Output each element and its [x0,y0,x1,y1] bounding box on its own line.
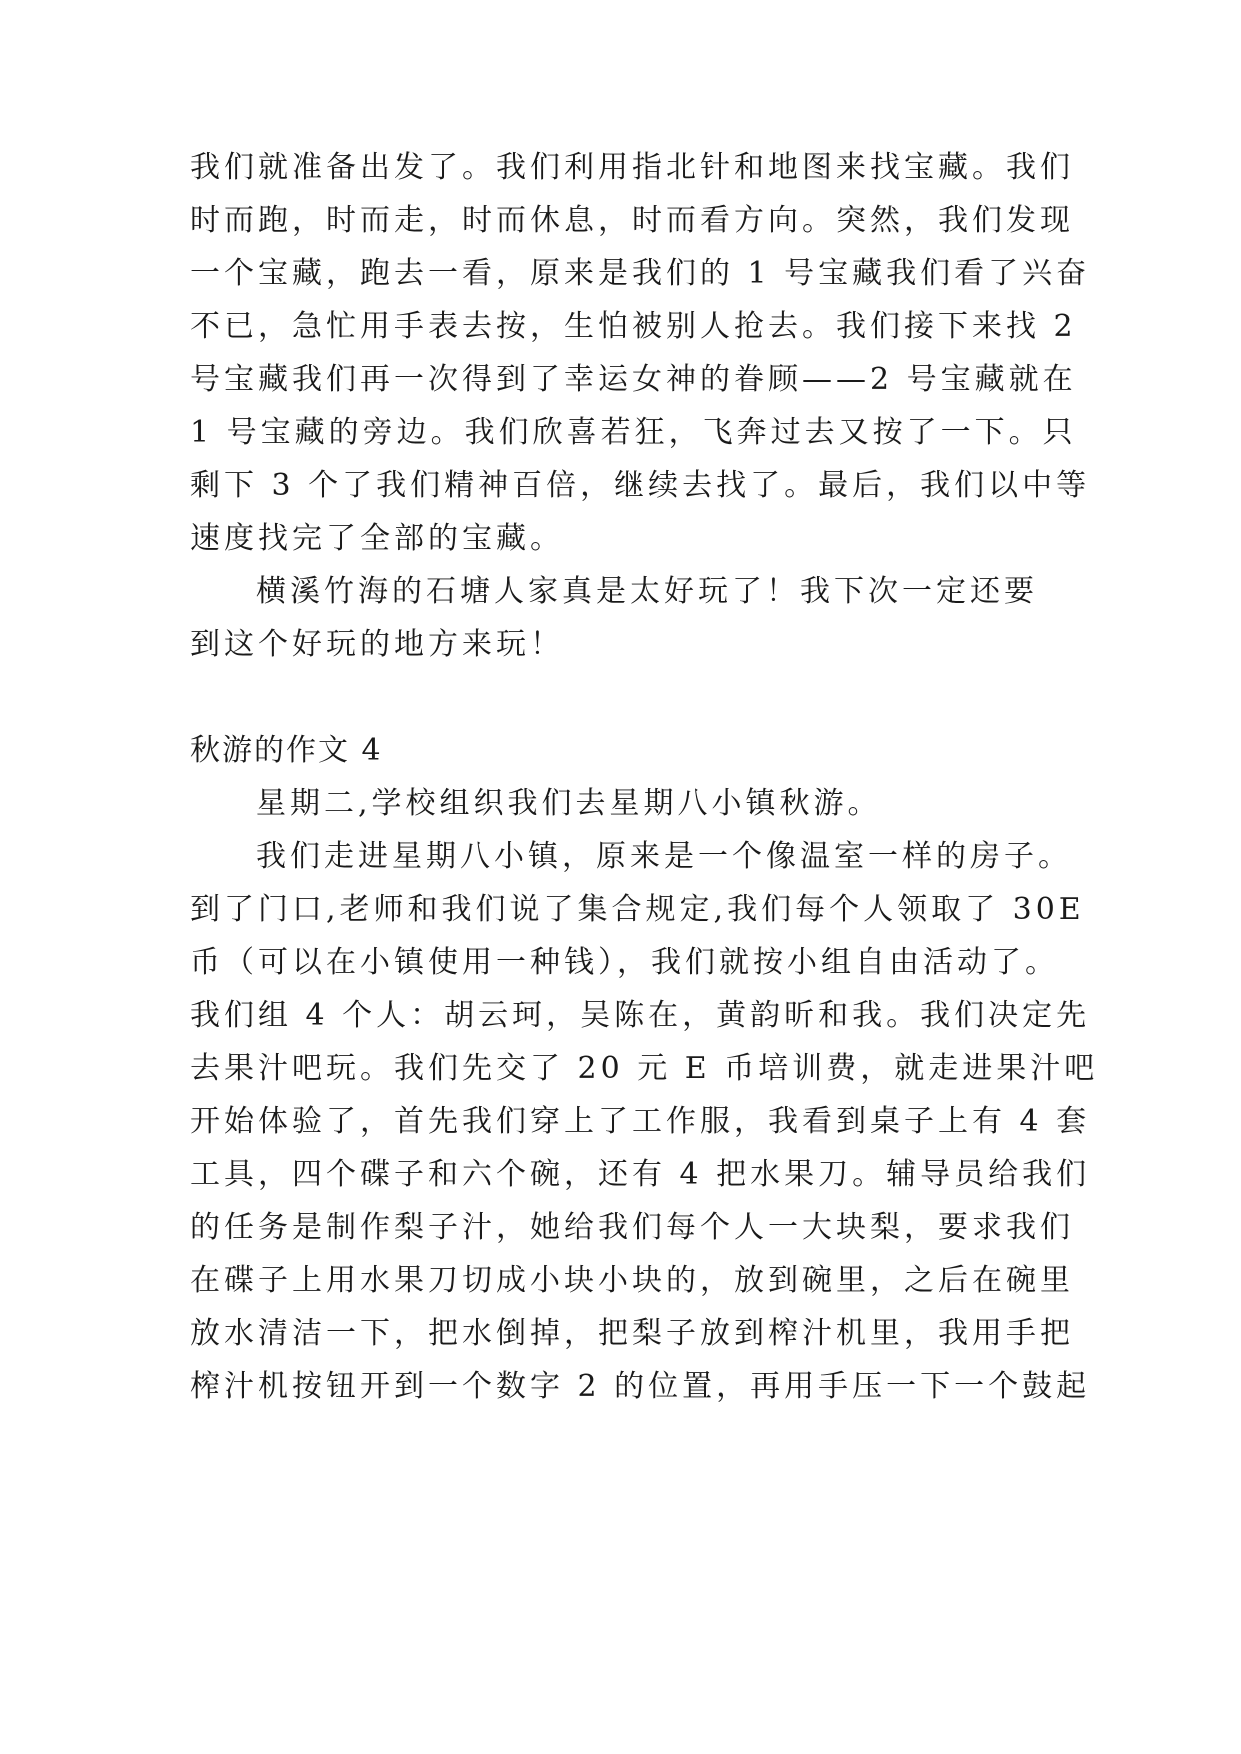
text-line: 的任务是制作梨子汁，她给我们每个人一大块梨，要求我们 [190,1210,1074,1245]
intro-line: 星期二,学校组织我们去星期八小镇秋游。 [256,786,882,821]
text-line: 榨汁机按钮开到一个数字 2 的位置，再用手压一下一个鼓起 [190,1369,1091,1404]
text-line: 开始体验了，首先我们穿上了工作服，我看到桌子上有 4 套 [190,1104,1091,1139]
text-line: 一个宝藏，跑去一看，原来是我们的 1 号宝藏我们看了兴奋 [190,256,1091,291]
text-line: 剩下 3 个了我们精神百倍，继续去找了。最后，我们以中等 [190,468,1091,503]
section-title: 秋游的作文 4 [190,733,383,768]
text-line: 到这个好玩的地方来玩！ [190,627,564,662]
text-line: 工具，四个碟子和六个碗，还有 4 把水果刀。辅导员给我们 [190,1157,1091,1192]
text-line: 我们就准备出发了。我们利用指北针和地图来找宝藏。我们 [190,150,1074,185]
text-line: 到了门口,老师和我们说了集合规定,我们每个人领取了 30E [190,892,1085,927]
text-line: 不已，急忙用手表去按，生怕被别人抢去。我们接下来找 2 [190,309,1077,344]
text-line: 横溪竹海的石塘人家真是太好玩了！我下次一定还要 [256,574,1038,609]
text-line: 去果汁吧玩。我们先交了 20 元 E 币培训费，就走进果汁吧 [190,1051,1099,1086]
text-line: 我们走进星期八小镇，原来是一个像温室一样的房子。 [256,839,1072,874]
text-line: 号宝藏我们再一次得到了幸运女神的眷顾——2 号宝藏就在 [190,362,1077,397]
text-line: 放水清洁一下，把水倒掉，把梨子放到榨汁机里，我用手把 [190,1316,1074,1351]
text-line: 1 号宝藏的旁边。我们欣喜若狂，飞奔过去又按了一下。只 [190,415,1077,450]
text-line: 速度找完了全部的宝藏。 [190,521,564,556]
text-line: 时而跑，时而走，时而休息，时而看方向。突然，我们发现 [190,203,1074,238]
text-line: 在碟子上用水果刀切成小块小块的，放到碗里，之后在碗里 [190,1263,1074,1298]
text-line: 币（可以在小镇使用一种钱），我们就按小组自由活动了。 [190,945,1059,980]
text-line: 我们组 4 个人：胡云珂，吴陈在，黄韵昕和我。我们决定先 [190,998,1091,1033]
